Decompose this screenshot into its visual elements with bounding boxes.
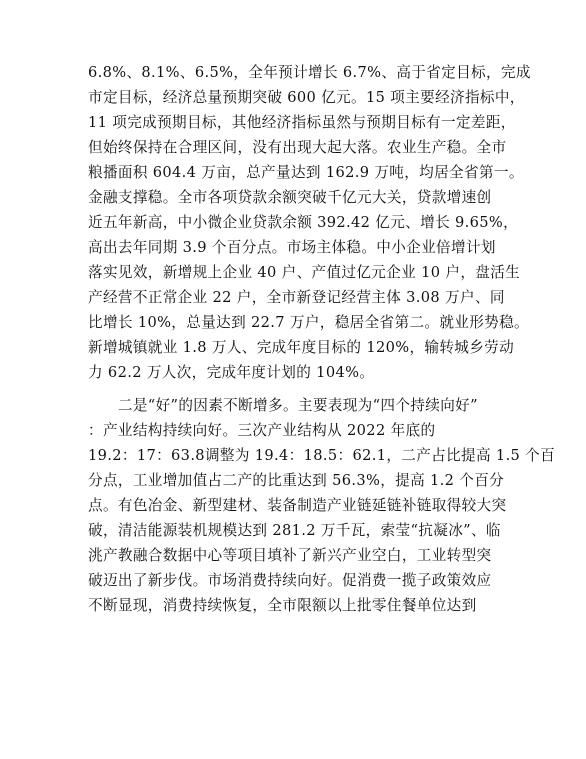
text-line: 不断显现，消费持续恢复，全市限额以上批零住餐单位达到 <box>88 597 477 614</box>
text-line: 高出去年同期 3.9 个百分点。市场主体稳。中小企业倍增计划 <box>88 239 496 256</box>
text-line: 新增城镇就业 1.8 万人、完成年度目标的 120%，输转城乡劳动 <box>88 339 515 356</box>
text-line: 洮产教融合数据中心等项目填补了新兴产业空白，工业转型突 <box>88 547 492 564</box>
text-line: 11 项完成预期目标，其他经济指标虽然与预期目标有一定差距， <box>88 114 516 131</box>
text-line: 分点，工业增加值占二产的比重达到 56.3%，提高 1.2 个百分 <box>88 472 505 489</box>
text-line: 但始终保持在合理区间，没有出现大起大落。农业生产稳。全市 <box>88 139 507 156</box>
text-line: 19.2：17：63.8调整为 19.4：18.5：62.1，二产占比提高 1.5 个百 <box>88 447 556 464</box>
text-line: 落实见效，新增规上企业 40 户、产值过亿元企业 10 户，盘活生 <box>88 264 521 281</box>
text-line: 金融支撑稳。全市各项贷款余额突破千亿元大关，贷款增速创 <box>88 189 492 206</box>
text-line: 市定目标，经济总量预期突破 600 亿元。15 项主要经济指标中， <box>88 89 525 106</box>
text-line: 比增长 10%，总量达到 22.7 万户，稳居全省第二。就业形势稳。 <box>88 314 529 331</box>
text-line: ：产业结构持续向好。三次产业结构从 2022 年底的 <box>88 422 436 439</box>
text-line: 产经营不正常企业 22 户，全市新登记经营主体 3.08 万户、同 <box>88 289 505 306</box>
text-line: 点。有色冶金、新型建材、装备制造产业链延链补链取得较大突 <box>88 497 507 514</box>
text-line: 6.8%、8.1%、6.5%，全年预计增长 6.7%、高于省定目标，完成 <box>88 64 531 81</box>
text-line: 力 62.2 万人次，完成年度计划的 104%。 <box>88 364 375 381</box>
text-line: 粮播面积 604.4 万亩，总产量达到 162.9 万吨，均居全省第一。 <box>88 164 524 181</box>
text-line: 二是“好”的因素不断增多。主要表现为“四个持续向好” <box>88 397 478 414</box>
text-line: 近五年新高，中小微企业贷款余额 392.42 亿元、增长 9.65%， <box>88 214 519 231</box>
text-line: 破，清洁能源装机规模达到 281.2 万千瓦，索莹“抗凝冰”、临 <box>88 522 501 539</box>
text-line: 破迈出了新步伐。市场消费持续向好。促消费一揽子政策效应 <box>88 572 492 589</box>
text-line <box>88 621 508 641</box>
